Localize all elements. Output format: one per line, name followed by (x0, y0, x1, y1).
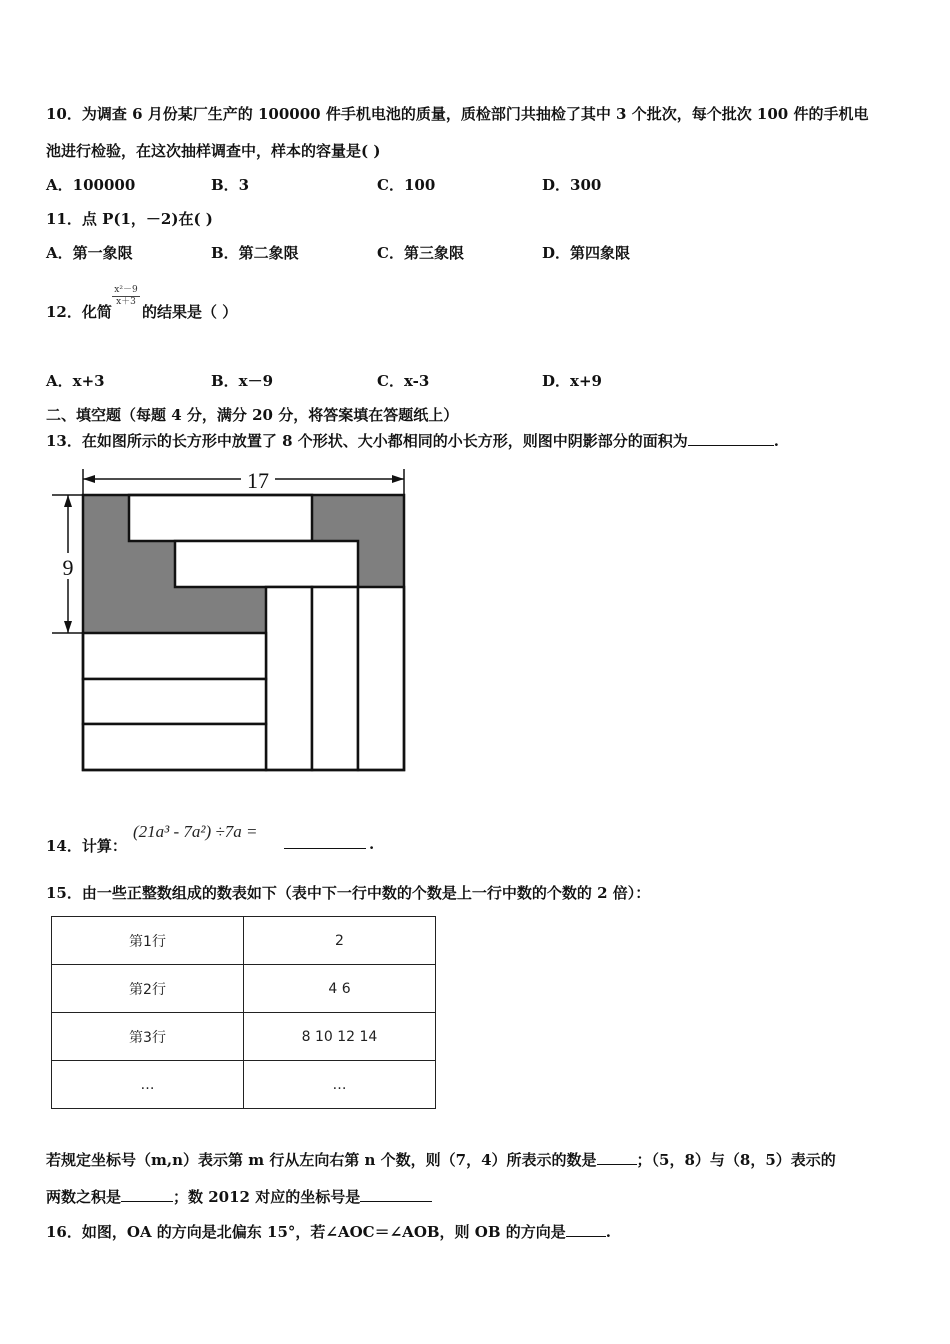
table-row (52, 917, 436, 965)
q13-width-arrow-left (83, 475, 95, 483)
q11-option-a: A．第一象限 (46, 244, 133, 262)
q13-small-rect-horizontal-1 (83, 633, 266, 679)
q12-fraction-denominator: x＋3 (112, 296, 140, 308)
q13-stem-end: . (773, 432, 779, 450)
q15-row-label: 第1行 (52, 917, 244, 965)
q15-row-label: 第3行 (52, 1013, 244, 1061)
q15-text-line1 (46, 1149, 836, 1170)
q12-option-d: D．x+9 (542, 372, 602, 390)
q15-number-table (51, 916, 436, 1109)
q12-suffix: 的结果是（ ） (142, 303, 238, 321)
q15-answer-blank-3[interactable] (360, 1187, 432, 1202)
q14-prefix: 14．计算： (46, 837, 127, 855)
table-row (52, 965, 436, 1013)
table-row (52, 1061, 436, 1109)
q13-stem (46, 430, 779, 451)
q15-row-values: 2 (244, 917, 436, 965)
q13-height-arrow-top (64, 495, 72, 507)
q15-row-label: 第2行 (52, 965, 244, 1013)
q12-fraction (112, 285, 140, 308)
q12-prefix: 12．化简 (46, 303, 112, 321)
q13-width-label: 17 (247, 468, 269, 493)
q16-stem (46, 1221, 611, 1242)
q11-option-d: D．第四象限 (542, 244, 631, 262)
q10-option-d: D．300 (542, 176, 602, 194)
q15-row-values: … (244, 1061, 436, 1109)
q13-height-arrow-bottom (64, 621, 72, 633)
q12-option-b: B．x－9 (211, 372, 274, 390)
q13-width-arrow-right (392, 475, 404, 483)
section-2-title: 二、填空题（每题 4 分，满分 20 分，将答案填在答题纸上） (46, 406, 459, 424)
q13-rectangle-figure (46, 465, 466, 785)
q15-stem: 15．由一些正整数组成的数表如下（表中下一行中数的个数是上一行中数的个数的 2 倍）： (46, 884, 651, 902)
q13-small-rect-vertical-3 (358, 587, 404, 770)
q11-stem: 11．点 P(1，－2)在( ) (46, 210, 213, 228)
q16-stem-text: 16．如图，OA 的方向是北偏东 15°，若∠AOC＝∠AOB，则 OB 的方向是 (46, 1223, 566, 1241)
q15-text-line2-part1: 两数之积是 (46, 1188, 122, 1206)
q13-small-rect-horizontal-2 (83, 679, 266, 724)
q13-height-label: 9 (62, 555, 74, 580)
q10-option-c: C．100 (377, 176, 436, 194)
q15-text-line1-part1: 若规定坐标号（m,n）表示第 m 行从左向右第 n 个数，则（7，4）所表示的数是 (46, 1151, 597, 1169)
q11-option-b: B．第二象限 (211, 244, 299, 262)
q10-option-b: B．3 (211, 176, 250, 194)
q13-small-rect-vertical-2 (312, 587, 358, 770)
q13-small-rect-top-1 (129, 495, 312, 541)
q13-answer-blank[interactable] (688, 431, 774, 446)
q14-expression: (21a³ - 7a²) ÷7a = (133, 822, 258, 841)
q15-row-label: … (52, 1061, 244, 1109)
table-row (52, 1013, 436, 1061)
q10-option-a: A．100000 (46, 176, 136, 194)
q12-option-c: C．x-3 (377, 372, 430, 390)
q11-option-c: C．第三象限 (377, 244, 464, 262)
q13-small-rect-horizontal-3 (83, 724, 266, 770)
q15-answer-blank-2[interactable] (121, 1187, 173, 1202)
q16-answer-blank[interactable] (566, 1222, 606, 1237)
q14-end: . (369, 835, 375, 853)
q13-small-rect-top-2 (175, 541, 358, 587)
q15-text-line2-part2: ；数 2012 对应的坐标号是 (173, 1188, 361, 1206)
q10-stem-line2: 池进行检验，在这次抽样调查中，样本的容量是( ) (46, 142, 381, 160)
q14-answer-blank[interactable] (284, 834, 366, 849)
q15-text-line2 (46, 1186, 432, 1207)
q15-row-values: 8 10 12 14 (244, 1013, 436, 1061)
q15-text-line1-part2: ；（5，8）与（8，5）表示的 (636, 1151, 836, 1169)
q12-fraction-numerator: x²－9 (114, 285, 138, 295)
q16-stem-end: . (605, 1223, 611, 1241)
q13-small-rect-vertical-1 (266, 587, 312, 770)
q15-row-values: 4 6 (244, 965, 436, 1013)
q15-answer-blank-1[interactable] (597, 1150, 637, 1165)
q13-stem-text: 13．在如图所示的长方形中放置了 8 个形状、大小都相同的小长方形，则图中阴影部分的面积为 (46, 432, 688, 450)
q10-stem-line1: 10．为调查 6 月份某厂生产的 100000 件手机电池的质量，质检部门共抽检了其中 3 个批次，每个批次 100 件的手机电 (46, 105, 869, 123)
q12-option-a: A．x+3 (46, 372, 105, 390)
